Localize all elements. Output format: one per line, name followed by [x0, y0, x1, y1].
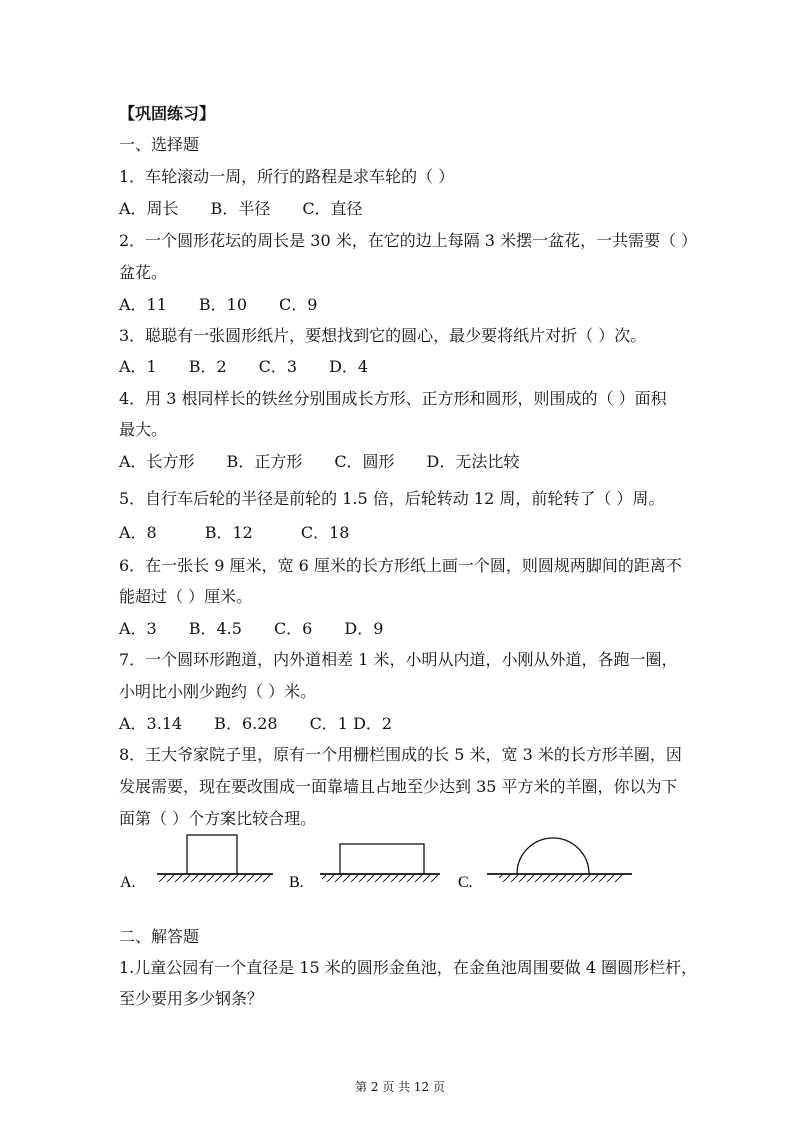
option-c-semicircle-pen	[487, 838, 632, 882]
question-3-options: A．1 B．2 C．3 D．4	[119, 357, 369, 376]
question-7-options: A．3.14 B．6.28 C．1 D．2	[119, 714, 393, 733]
question-2-stem-line2: 盆花。	[119, 263, 168, 282]
question-4-options: A．长方形 B．正方形 C．圆形 D．无法比较	[119, 452, 520, 471]
section-title-choice: 一、选择题	[119, 135, 200, 154]
sheep-pen-options-figure	[115, 830, 655, 900]
question-6-stem-line1: 6．在一张长 9 厘米，宽 6 厘米的长方形纸上画一个圆，则圆规两脚间的距离不	[119, 556, 682, 575]
question-2-options: A．11 B．10 C．9	[119, 295, 318, 314]
exercise-heading: 【巩固练习】	[119, 104, 216, 123]
question-6-stem-line2: 能超过（ ）厘米。	[119, 587, 253, 606]
page-footer: 第 2 页 共 12 页	[355, 1080, 445, 1094]
question-2-stem-line1: 2．一个圆形花坛的周长是 30 米，在它的边上每隔 3 米摆一盆花，一共需要（ ）	[119, 231, 698, 250]
problem-1-line2: 至少要用多少钢条？	[119, 989, 264, 1008]
option-b-rectangle-pen	[320, 844, 440, 882]
figure-label-c: C.	[458, 874, 473, 891]
option-a-square-pen	[157, 835, 273, 882]
question-1-options: A．周长 B．半径 C．直径	[119, 199, 363, 218]
question-1-stem: 1．车轮滚动一周，所行的路程是求车轮的（ ）	[119, 167, 455, 186]
question-7-stem-line2: 小明比小刚少跑约（ ）米。	[119, 682, 317, 701]
question-8-stem-line3: 面第（ ）个方案比较合理。	[119, 809, 317, 828]
question-6-options: A．3 B．4.5 C．6 D．9	[119, 619, 384, 638]
figure-label-b: B.	[289, 874, 304, 891]
question-5-options: A．8 B．12 C．18	[119, 523, 350, 542]
problem-1-line1: 1.儿童公园有一个直径是 15 米的圆形金鱼池，在金鱼池周围要做 4 圈圆形栏杆，	[119, 958, 698, 977]
question-8-stem-line1: 8．王大爷家院子里，原有一个用栅栏围成的长 5 米，宽 3 米的长方形羊圈，因	[119, 745, 682, 764]
question-3-stem: 3．聪聪有一张圆形纸片，要想找到它的圆心，最少要将纸片对折（ ）次。	[119, 326, 647, 345]
figure-label-a: A.	[120, 874, 136, 891]
question-7-stem-line1: 7．一个圆环形跑道，内外道相差 1 米，小明从内道，小刚从外道，各跑一圈，	[119, 650, 678, 669]
section-title-problems: 二、解答题	[119, 927, 200, 946]
question-4-stem-line1: 4．用 3 根同样长的铁丝分别围成长方形、正方形和圆形，则围成的（ ）面积	[119, 389, 667, 408]
question-8-stem-line2: 发展需要，现在要改围成一面靠墙且占地至少达到 35 平方米的羊圈，你以为下	[119, 777, 678, 796]
question-4-stem-line2: 最大。	[119, 420, 168, 439]
question-5-stem: 5．自行车后轮的半径是前轮的 1.5 倍，后轮转动 12 周，前轮转了（ ）周。	[119, 489, 665, 508]
